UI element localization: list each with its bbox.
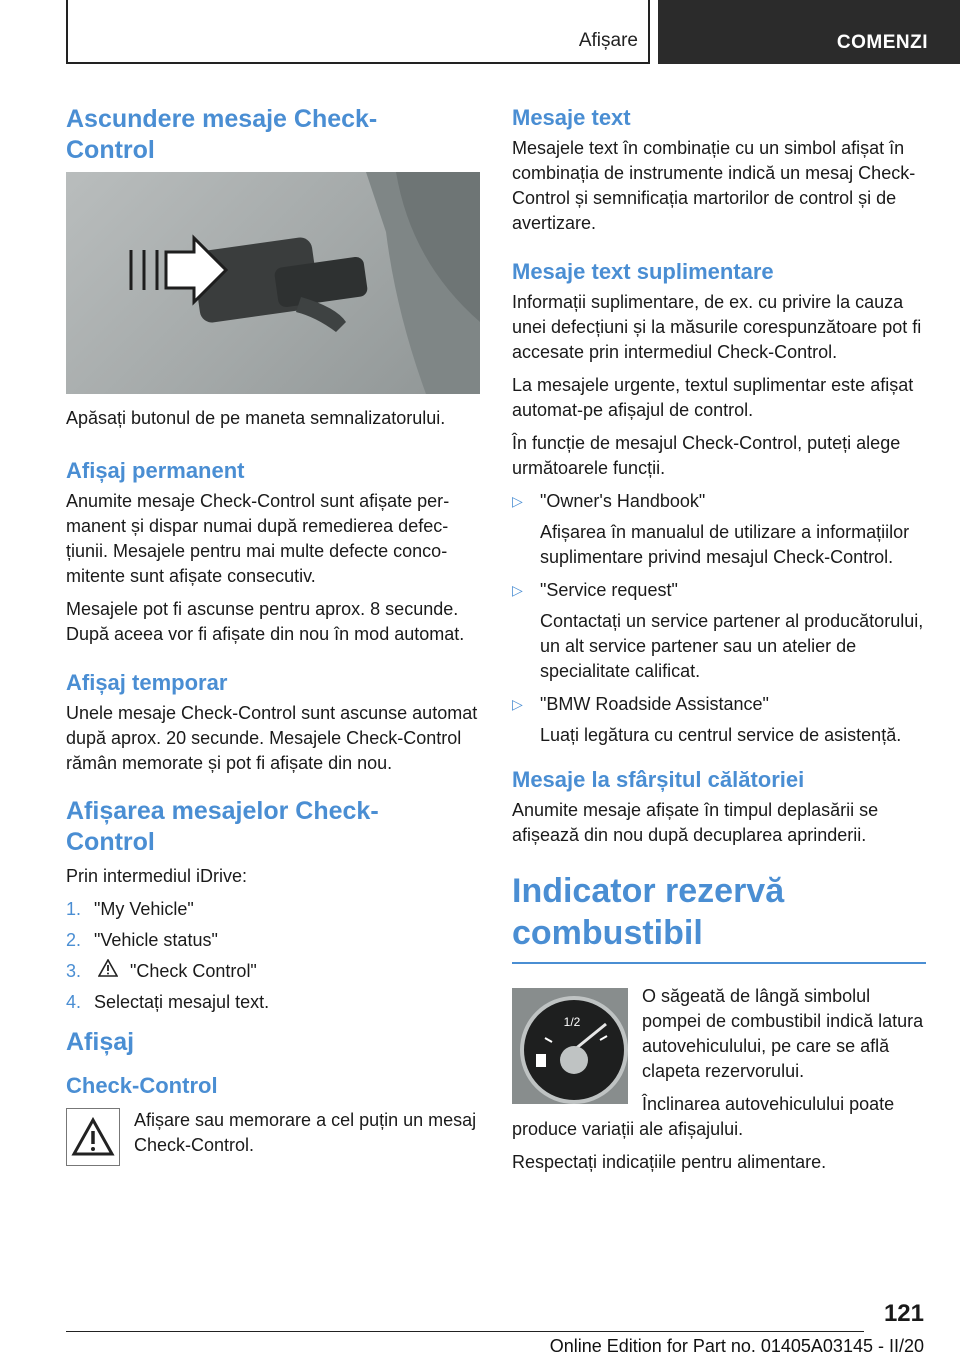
step-text: "My Vehicle" xyxy=(94,899,194,919)
option-title: "BMW Roadside Assistance" xyxy=(540,694,769,714)
temporary-paragraph: Unele mesaje Check-Control sunt ascunse automat după aprox. 20 secunde. Mesajele Check-Control rămân memorate și pot fi afișate din nou. xyxy=(66,703,478,773)
list-item xyxy=(66,990,480,1015)
extra-paragraph-3: În funcție de mesajul Check-Control, puteți alege următoarele funcții. xyxy=(512,433,901,478)
option-description: Luați legătura cu centrul service de asistență. xyxy=(540,725,902,745)
footer-divider xyxy=(66,1331,864,1332)
heading-temporary-display: Afișaj temporar xyxy=(66,670,228,695)
heading-check-control: Check-Control xyxy=(66,1073,218,1098)
text-messages-paragraph: Mesajele text în combinație cu un simbol afișat în combinația de instrumente indică un mesaj Check-Control și semnificația martorilor de control și de avertizare. xyxy=(512,138,916,233)
header-frame xyxy=(66,0,650,64)
turn-signal-lever-illustration xyxy=(66,172,480,394)
triangle-bullet-icon: ▷ xyxy=(512,493,523,509)
warning-symbol-box xyxy=(66,1108,120,1166)
option-description: Contactați un service partener al producătorului, un alt service partener sau un atelier de specialitate calificat. xyxy=(540,611,924,681)
step-number: 3. xyxy=(66,961,82,981)
option-title: "Owner's Handbook" xyxy=(540,491,706,511)
photo-caption: Apăsați butonul de pe maneta semnalizatorului. xyxy=(66,408,446,428)
heading-show-messages: Afișarea mesajelor Check-Control xyxy=(66,797,379,856)
header-section-title: Afișare xyxy=(578,30,638,51)
gauge-half-label: 1/2 xyxy=(563,1015,581,1029)
fuel-paragraph-2: Înclinarea autovehiculului poate produce variații ale afișajului. xyxy=(512,1094,895,1139)
end-of-trip-paragraph: Anumite mesaje afișate în timpul deplasării se afișează din nou după decuplarea aprinderii. xyxy=(512,800,879,845)
list-item xyxy=(66,897,480,922)
heading-extra-text: Mesaje text suplimentare xyxy=(512,259,774,284)
fuel-paragraph-1: O săgeată de lângă simbolul pompei de combustibil indică latura autovehiculului, pe care se află clapeta rezervorului. xyxy=(642,986,924,1081)
edition-footer: Online Edition for Part no. 01405A03145 - II/20 xyxy=(549,1336,924,1356)
warning-triangle-icon xyxy=(71,1117,115,1157)
fuel-gauge-icon xyxy=(512,988,628,1104)
idrive-steps-list xyxy=(66,897,480,1015)
option-description: Afișarea în manualul de utilizare a informațiilor suplimentare privind mesajul Check-Control. xyxy=(540,522,910,567)
check-control-row xyxy=(66,1108,480,1166)
heading-text-messages: Mesaje text xyxy=(512,105,631,130)
heading-end-of-trip: Mesaje la sfârșitul călătoriei xyxy=(512,767,805,792)
section-divider xyxy=(512,962,926,964)
left-column xyxy=(66,104,480,1166)
list-item xyxy=(66,959,480,984)
page-number: 121 xyxy=(883,1300,924,1327)
list-item xyxy=(66,928,480,953)
step-number: 1. xyxy=(66,899,82,919)
right-column xyxy=(512,104,926,1183)
step-number: 4. xyxy=(66,992,82,1012)
step-text: Selectați mesajul text. xyxy=(94,992,270,1012)
heading-permanent-display: Afișaj permanent xyxy=(66,458,245,483)
list-item xyxy=(512,489,926,570)
heading-hide-messages: Ascundere mesaje Check-Control xyxy=(66,105,378,164)
permanent-paragraph-1: Anumite mesaje Check-Control sunt afișate permanent și dispar numai după remedierea defecțiunii. Mesajele pentru mai multe defecte concomitente sunt afișate consecutiv. xyxy=(66,491,450,586)
turn-signal-lever-photo xyxy=(66,172,480,394)
fuel-gauge-image xyxy=(512,988,628,1104)
step-text: "Check Control" xyxy=(130,961,257,981)
extra-paragraph-1: Informații suplimentare, de ex. cu privire la cauza unei defecțiuni și la măsurile corespunzătoare pot fi accesate prin intermediul Check-Control. xyxy=(512,292,922,362)
header-chapter-tab: COMENZI xyxy=(658,0,960,64)
heading-fuel-reserve: Indicator rezervă combustibil xyxy=(512,872,785,952)
permanent-paragraph-2: Mesajele pot fi ascunse pentru aprox. 8 secunde. După aceea vor fi afișate din nou în mod automat. xyxy=(66,599,465,644)
functions-list xyxy=(512,489,926,748)
step-number: 2. xyxy=(66,930,82,950)
check-control-text: Afișare sau memorare a cel puțin un mesaj Check-Control. xyxy=(134,1110,477,1155)
triangle-bullet-icon: ▷ xyxy=(512,696,523,712)
warning-triangle-icon xyxy=(98,959,120,984)
heading-display: Afișaj xyxy=(66,1028,135,1056)
show-intro: Prin intermediul iDrive: xyxy=(66,866,248,886)
fuel-section xyxy=(512,984,926,1175)
list-item xyxy=(512,692,926,748)
triangle-bullet-icon: ▷ xyxy=(512,582,523,598)
step-text: "Vehicle status" xyxy=(94,930,218,950)
option-title: "Service request" xyxy=(540,580,678,600)
fuel-paragraph-3: Respectați indicațiile pentru alimentare. xyxy=(512,1152,827,1172)
extra-paragraph-2: La mesajele urgente, textul suplimentar este afișat automat-pe afișajul de control. xyxy=(512,375,914,420)
list-item xyxy=(512,578,926,684)
